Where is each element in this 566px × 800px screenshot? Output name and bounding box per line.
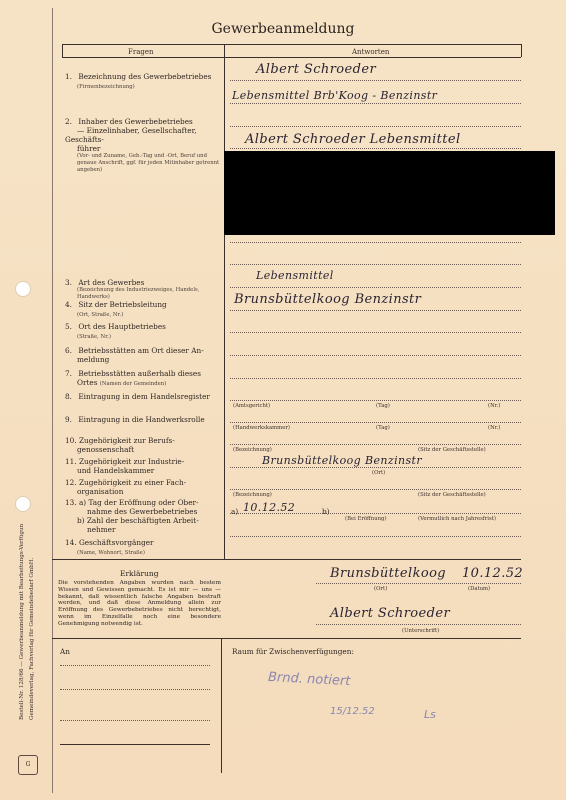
label-raum-zwischenverfuegungen: Raum für Zwischenverfügungen: [232,647,354,656]
question-6: 6. Betriebsstätten am Ort dieser An- meldung [65,346,204,364]
answer-line [230,264,521,265]
label-bezeichnung: (Bezeichnung) [233,447,272,453]
question-10: 10. Zugehörigkeit zur Berufs- genossenschaft [65,436,175,454]
pencil-note-2: 15/12.52 [330,706,375,717]
section-rule [52,559,521,560]
label-amtsgericht: (Amtsgericht) [233,403,271,409]
label-sitz-geschaeftsstelle: (Sitz der Geschäftsstelle) [418,447,486,453]
column-header-antworten: Antworten [352,48,390,56]
answer-line [230,489,521,490]
address-line [60,720,210,721]
answer-line [230,422,521,423]
label-an: An [60,647,70,656]
label-tag: (Tag) [376,403,390,409]
erklaerung-text: Die vorstehenden Angaben wurden nach bestem Wissen und Gewissen gemacht. Es ist mir — uns — bekannt, daß wissentlich falsche Angaben bestraft werden, und daß diese Anmeldung allein zur Eröffnung des Gewerbebetriebes nicht berechtigt, wenn im Einzelfalle noch eine besondere Genehmigung notwendig ist. [58,580,221,627]
label-13a: a) [231,507,239,516]
signature-place: Brunsbüttelkoog [330,566,447,581]
column-header-fragen: Fragen [128,48,154,56]
table-top-rule [62,44,521,45]
header-bottom-rule [62,57,521,58]
bottom-column-divider [221,638,222,773]
question-8: 8. Eintragung in dem Handelsregister [65,392,210,401]
question-12: 12. Zugehörigkeit zu einer Fach- organisation [65,478,187,496]
left-margin-rule [52,8,53,793]
margin-order-number: Bestell-Nr. 128/66 — Gewerbeanmeldung mit Bearbeitungs-Verfügun [19,523,25,720]
label-vermutlich: (Vermutlich nach Jahresfrist) [418,516,496,522]
form-title: Gewerbeanmeldung [211,21,355,37]
answer-line [230,536,521,537]
question-3: 3. Art des Gewerbes (Bezeichnung des Industriezweiges, Handels, Handwerks) [65,278,200,300]
label-bezeichnung: (Bezeichnung) [233,492,272,498]
answer-line [230,148,521,149]
question-5: 5. Ort des Hauptbetriebes (Straße, Nr.) [65,322,166,340]
right-header-rule [521,44,522,57]
answer-4-location: Brunsbüttelkoog Benzinstr [234,292,422,307]
answer-line [230,80,521,81]
question-9: 9. Eintragung in die Handwerksrolle [65,415,205,424]
redaction-block [224,151,555,235]
question-11: 11. Zugehörigkeit zur Industrie- und Handelskammer [65,457,185,475]
answer-11-chamber: Brunsbüttelkoog Benzinstr [262,454,422,467]
pencil-note-3: Ls [424,708,436,721]
answer-line [230,378,521,379]
label-tag: (Tag) [376,425,390,431]
question-13: 13. a) Tag der Eröffnung oder Ober- nahme des Gewerbebetriebes b) Zahl der beschäftigten Arbeit- nehmer [65,498,199,534]
label-datum: (Datum) [468,586,491,592]
answer-line [316,624,521,625]
answer-line [230,332,521,333]
punch-hole [15,496,31,512]
question-4: 4. Sitz der Betriebsleitung (Ort, Straße, Nr.) [65,300,167,318]
question-2: 2. Inhaber des Gewerbebetriebes — Einzelinhaber, Gesellschafter, Geschäfts- führer (Vor- und Zuname, Geb.-Tag und -Ort, Beruf und genaue Anschrift, ggf. für jeden Mitinhaber getrennt angeben) [65,117,220,173]
label-nr: (Nr.) [488,403,501,409]
punch-hole [15,281,31,297]
signature-date: 10.12.52 [462,566,524,581]
pencil-note-1: Brnd. notiert [267,669,351,690]
answer-line [230,310,521,311]
answer-line [230,467,521,468]
label-unterschrift: (Unterschrift) [402,628,440,634]
answer-1-business: Lebensmittel Brb'Koog - Benzinstr [232,89,438,102]
question-14: 14. Geschäftsvorgänger (Name, Wohnort, Straße) [65,538,154,556]
signature-name: Albert Schroeder [330,606,451,621]
question-1: 1. Bezeichnung des Gewerbebetriebes (Firmenbezeichnung) [65,72,212,90]
label-nr: (Nr.) [488,425,501,431]
answer-line [230,103,521,104]
label-ort-sig: (Ort) [374,586,388,592]
address-line [60,744,210,745]
label-ort: (Ort) [372,470,386,476]
label-bei-eroeffnung: (Bei Eröffnung) [345,516,387,522]
label-sitz-geschaeftsstelle: (Sitz der Geschäftsstelle) [418,492,486,498]
answer-1-name: Albert Schroeder [256,62,377,77]
section-rule [52,638,521,639]
answer-line [316,583,521,584]
erklaerung-title: Erklärung [120,569,159,578]
address-line [60,689,210,690]
answer-3-type: Lebensmittel [256,269,334,282]
answer-line [230,355,521,356]
label-13b: b) [322,507,330,516]
answer-2-owner: Albert Schroeder Lebensmittel [245,132,461,147]
question-7: 7. Betriebsstätten außerhalb dieses Ortes (Namen der Gemeinden) [65,369,201,387]
answer-line [230,287,521,288]
address-line [60,665,210,666]
answer-line [230,126,521,127]
answer-line [230,242,521,243]
answer-line [230,444,521,445]
margin-publisher: Gemeindeverlag, Fachverlag für Gemeindebedarf GmbH. [29,557,35,720]
answer-13a-date: 10.12.52 [243,501,296,514]
label-handwerkskammer: (Handwerkskammer) [233,425,290,431]
left-header-rule [62,44,63,57]
publisher-logo: G [18,755,38,775]
answer-line [230,400,521,401]
